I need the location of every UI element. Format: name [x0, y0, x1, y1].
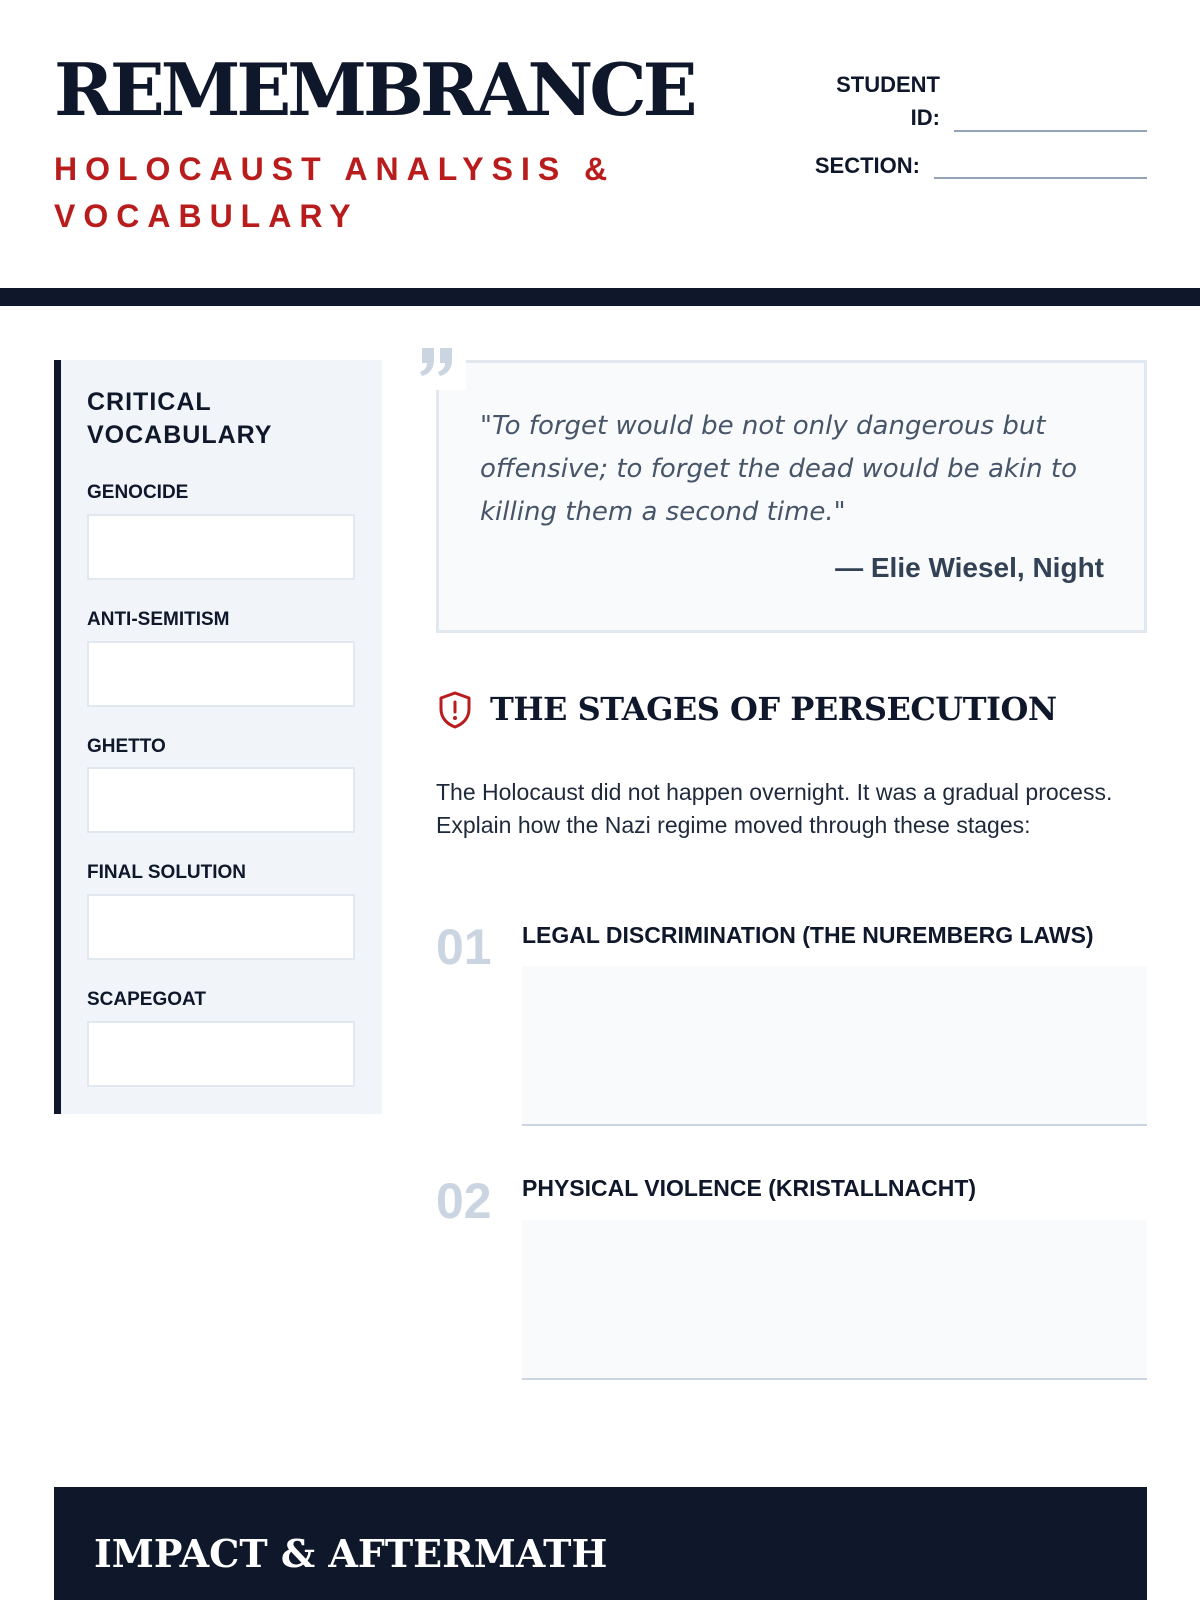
- impact-title: IMPACT & AFTERMATH: [94, 1531, 608, 1576]
- vocab-input-genocide[interactable]: [87, 514, 355, 580]
- sidebar-title: CRITICAL VOCABULARY: [87, 388, 273, 449]
- quote-text: "To forget would be not only dangerous but offensive; to forget the dead would be akin to killing them a second time.": [480, 411, 1077, 527]
- student-id-label: [790, 68, 940, 134]
- stage-answer-02[interactable]: [522, 1220, 1147, 1380]
- section-label: SECTION:: [814, 153, 920, 178]
- student-id-label-line2: ID:: [910, 105, 940, 130]
- vocab-label-anti-semitism: ANTI-SEMITISM: [87, 609, 230, 630]
- vocab-input-ghetto[interactable]: [87, 767, 355, 833]
- header-divider: [0, 288, 1200, 306]
- shield-alert-icon-svg: [436, 690, 474, 730]
- section-title-persecution: THE STAGES OF PERSECUTION: [490, 690, 1057, 728]
- vocab-input-scapegoat[interactable]: [87, 1021, 355, 1087]
- stage-number-01: 01: [436, 919, 492, 975]
- vocab-label-ghetto: GHETTO: [87, 736, 166, 757]
- stage-title-01: LEGAL DISCRIMINATION (THE NUREMBERG LAWS): [522, 922, 1094, 948]
- worksheet-title: REMEMBRANCE: [54, 47, 694, 132]
- stage-number-02: 02: [436, 1173, 492, 1229]
- shield-alert-icon: [436, 690, 474, 730]
- vocab-input-anti-semitism[interactable]: [87, 641, 355, 707]
- quote-icon: [414, 338, 466, 390]
- vocab-label-genocide: GENOCIDE: [87, 482, 189, 503]
- section-field[interactable]: [934, 177, 1147, 179]
- student-id-label-line1: STUDENT: [836, 72, 940, 97]
- impact-section: [54, 1487, 1147, 1600]
- vocab-input-final-solution[interactable]: [87, 894, 355, 960]
- student-id-field[interactable]: [954, 130, 1147, 132]
- stage-answer-01[interactable]: [522, 966, 1147, 1126]
- section-intro: The Holocaust did not happen overnight. It was a gradual process. Explain how the Nazi regime moved through these stages:: [436, 779, 1113, 838]
- vocab-label-final-solution: FINAL SOLUTION: [87, 862, 247, 883]
- quote-icon-svg: [414, 338, 466, 390]
- vocabulary-sidebar: [54, 360, 382, 1114]
- quote-attribution: — Elie Wiesel, Night: [835, 552, 1104, 583]
- stage-title-02: PHYSICAL VIOLENCE (KRISTALLNACHT): [522, 1175, 977, 1201]
- vocab-label-scapegoat: SCAPEGOAT: [87, 989, 206, 1010]
- worksheet-subtitle: HOLOCAUST ANALYSIS & VOCABULARY: [54, 151, 616, 234]
